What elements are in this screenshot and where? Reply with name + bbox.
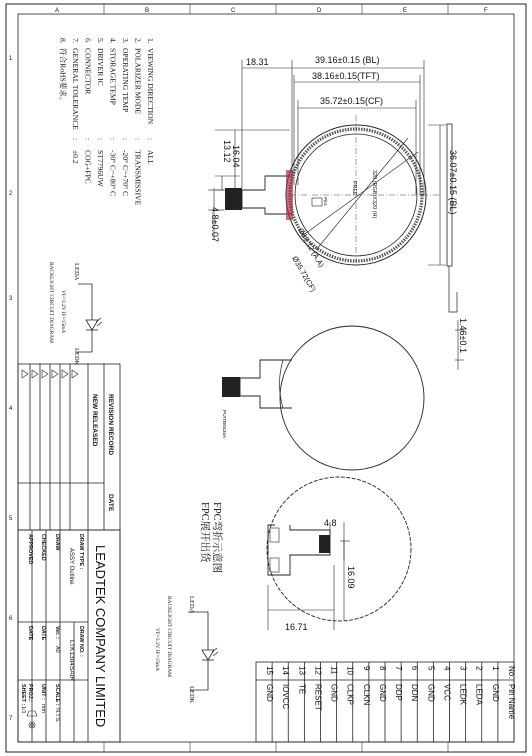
draw-no-label: DRAW NO. : <box>78 626 84 657</box>
note-3-sep: : <box>121 138 130 141</box>
pin-header-name: Pin Name <box>506 684 516 720</box>
zone-mark-a: A <box>55 8 60 14</box>
note-7-sep: : <box>71 138 80 141</box>
pin-number: 5 <box>426 666 436 671</box>
zone-mark-e: E <box>403 8 408 14</box>
dim-18-31: 18.31 <box>246 57 269 67</box>
pin-name: DDP <box>394 684 404 701</box>
backlight-top-title: BACKLIGHT CIRCUIT DIAGRAM <box>48 262 54 343</box>
cog-ic <box>286 170 293 220</box>
fpc-connector-top <box>225 188 242 210</box>
draw-type-label: DRAW TYPE : <box>78 534 84 570</box>
pin-header-no: No. <box>506 666 516 679</box>
zone-mark-4: 4 <box>9 406 13 412</box>
pin-name: GND <box>265 684 275 702</box>
zone-mark-f: F <box>484 8 488 14</box>
zone-mark-d: D <box>317 8 322 14</box>
dim-bl-height: 36.07±0.15 (BL) <box>448 150 458 215</box>
note-2-value: TRANSMISSIVE <box>133 150 143 206</box>
company-name: LEADTEK COMPANY LIMITED <box>93 545 108 728</box>
pin-number: 1 <box>490 666 500 671</box>
scale-label: SCALE : <box>54 684 60 706</box>
pin-name: TE <box>297 684 307 695</box>
note-4-num: 4. <box>108 38 118 44</box>
pin-number: 12 <box>313 666 323 675</box>
pin-number: 11 <box>329 666 339 675</box>
pin-name: GND <box>329 684 339 702</box>
scale-value: N.T.S. <box>54 708 60 723</box>
fpc-connector-bottom <box>319 535 330 553</box>
inner-frame <box>18 14 514 742</box>
note-7-num: 7. <box>71 38 80 44</box>
date-label-2: DATE <box>27 626 33 641</box>
pin-name: LEDA <box>474 684 484 705</box>
dim-tft-width: 38.16±0.15(TFT) <box>312 71 380 81</box>
sheet-label: SHEET : <box>20 684 26 706</box>
sheet-value: 1/1 <box>20 706 26 714</box>
backlight-bottom-cathode: LEDK <box>188 686 195 704</box>
backlight-bottom-title: BACKLIGHT CIRCUIT DIAGRAM <box>166 596 172 677</box>
pin-name: GND <box>426 684 436 702</box>
draw-type-value: ASSY Outline <box>68 548 74 585</box>
pin-name: IOVCC <box>281 684 291 710</box>
lcd-back-view <box>222 326 424 470</box>
backlight-top-spec: VF=3.2V IF=15mA <box>60 290 66 334</box>
dim-cf-width: 35.72±0.15(CF) <box>320 96 383 106</box>
dimension-lines-bottom <box>268 522 350 630</box>
pin-number: 8 <box>377 666 387 671</box>
note-6-sep: : <box>83 138 93 141</box>
backlight-bottom-anode: LEDA <box>188 596 195 614</box>
dim-aa-diameter: Ø33.12 (A.A) <box>296 226 326 269</box>
zone-mark-c: C <box>231 8 236 14</box>
pin1-label: Pin1 <box>323 197 328 207</box>
dim-cf-diameter: Ø35.72(CF) <box>290 254 318 294</box>
dim-16-04: 16.04 <box>231 145 241 168</box>
zone-mark-7: 7 <box>9 716 13 722</box>
fpc-connector-mid <box>222 377 240 397</box>
pin-name: DDN <box>410 684 420 702</box>
revision-row-1: NEW RELEASED <box>91 394 98 447</box>
note-5-sep: : <box>96 138 105 141</box>
note-6-label: CONNECTOR <box>83 48 93 95</box>
zone-mark-3: 3 <box>9 296 13 302</box>
pin-name: GND <box>377 684 387 702</box>
dim-bl-width: 39.16±0.15 (BL) <box>315 55 380 65</box>
date-label-1: DATE <box>40 626 46 641</box>
backlight-top-cathode: LEDK <box>73 348 80 366</box>
zone-mark-1: 1 <box>9 56 13 62</box>
pin-number: 4 <box>442 666 452 671</box>
pin-number: 7 <box>394 666 404 671</box>
note-4-label: STORAGE TEMP <box>108 48 118 105</box>
proj-label: PROJ.: <box>27 684 33 702</box>
ver-value: A0 <box>54 646 60 653</box>
revision-date-header: DATE <box>107 494 114 512</box>
note-1-num: 1. <box>146 38 155 44</box>
pin-number: 9 <box>361 666 371 671</box>
fpc-unfold-label: FPC展开出货 <box>199 502 210 563</box>
pin-number: 13 <box>297 666 307 675</box>
pin-name: VCC <box>442 684 452 701</box>
dim-16-09: 16.09 <box>346 566 356 589</box>
note-2-num: 2. <box>133 38 143 44</box>
draw-label: DRAW <box>54 534 60 551</box>
pin-table-columns <box>265 662 516 742</box>
fpc-part-number: PUITB8434A <box>221 410 226 438</box>
note-5-label: DRIVER IC <box>96 48 105 86</box>
draw-no-value: LTK1304SAIR <box>68 640 75 682</box>
unit-value: mm <box>40 704 46 713</box>
backlight-top-anode: LEDA <box>73 263 80 281</box>
note-4-value: -30° C~+80° C <box>108 150 118 197</box>
ver-label: Ver. : <box>54 626 60 639</box>
lcd-top-view <box>225 115 457 312</box>
note-6-num: 6. <box>83 38 93 44</box>
note-8-num: 8. <box>58 38 68 44</box>
pin-name: RESET <box>313 684 323 711</box>
note-4-sep: : <box>108 138 118 141</box>
dim-4-8-tol: 4.8±0.07 <box>210 207 220 242</box>
note-3-num: 3. <box>121 38 130 44</box>
note-7-label: GENERAL TOLERANCE <box>71 48 80 130</box>
checked-label: CHECKED <box>40 534 46 561</box>
revision-header: REVISION RECORD <box>107 394 114 456</box>
backlight-circuit-top <box>48 262 102 366</box>
zone-mark-2: 2 <box>9 191 13 197</box>
dim-4-8: 4.8 <box>324 518 337 528</box>
pin-number: 10 <box>345 666 355 675</box>
dim-16-71: 16.71 <box>285 622 308 632</box>
note-6-value: COG+FPC <box>83 150 93 184</box>
lcd-fpc-view <box>267 477 411 621</box>
resolution-label: 320 (RGB)X320 (H) <box>371 170 377 219</box>
note-2-sep: : <box>133 138 143 141</box>
note-2-label: POLARIZER MODE <box>133 48 143 115</box>
note-1-sep: : <box>146 138 155 141</box>
approved-label: APPROVED <box>27 534 33 565</box>
dim-13-12: 13.12 <box>222 140 232 163</box>
fpc-bend-label: FPC弯折示意图 <box>211 502 222 574</box>
pin-number: 2 <box>474 666 484 671</box>
note-1-value: ALL <box>146 150 155 165</box>
zone-mark-b: B <box>145 8 150 14</box>
dimension-lines <box>208 60 464 370</box>
pin-name: CLKN <box>361 684 371 706</box>
pin-name: GND <box>490 684 500 702</box>
note-7-value: ±0.2 <box>71 150 80 164</box>
backlight-circuit-bottom <box>154 596 218 704</box>
note-5-value: ST7796UW <box>96 150 105 187</box>
pin-name: CLKP <box>345 684 355 705</box>
pin-number: 3 <box>458 666 468 671</box>
note-3-value: -20° C~+70° C <box>121 150 130 197</box>
note-5-num: 5. <box>96 38 105 44</box>
pin-number: 15 <box>265 666 275 675</box>
note-8-label: 符合RoHS要求。 <box>58 48 68 105</box>
unit-label: UNIT : <box>40 684 46 700</box>
zone-mark-5: 5 <box>9 516 13 522</box>
zone-mark-6: 6 <box>9 616 13 622</box>
note-1-label: VIEWING DIRECTION <box>146 48 155 125</box>
pin-number: 6 <box>410 666 420 671</box>
notes-block <box>59 38 156 206</box>
free-label: FREE <box>351 181 357 196</box>
note-3-label: OPERATING TEMP <box>121 48 130 113</box>
pin-number: 14 <box>281 666 291 675</box>
pin-name: LEDK <box>458 684 468 705</box>
dim-thickness: 1.46±0.1 <box>458 318 468 353</box>
backlight-bottom-spec: VF=3.2V IF=15mA <box>154 628 160 672</box>
